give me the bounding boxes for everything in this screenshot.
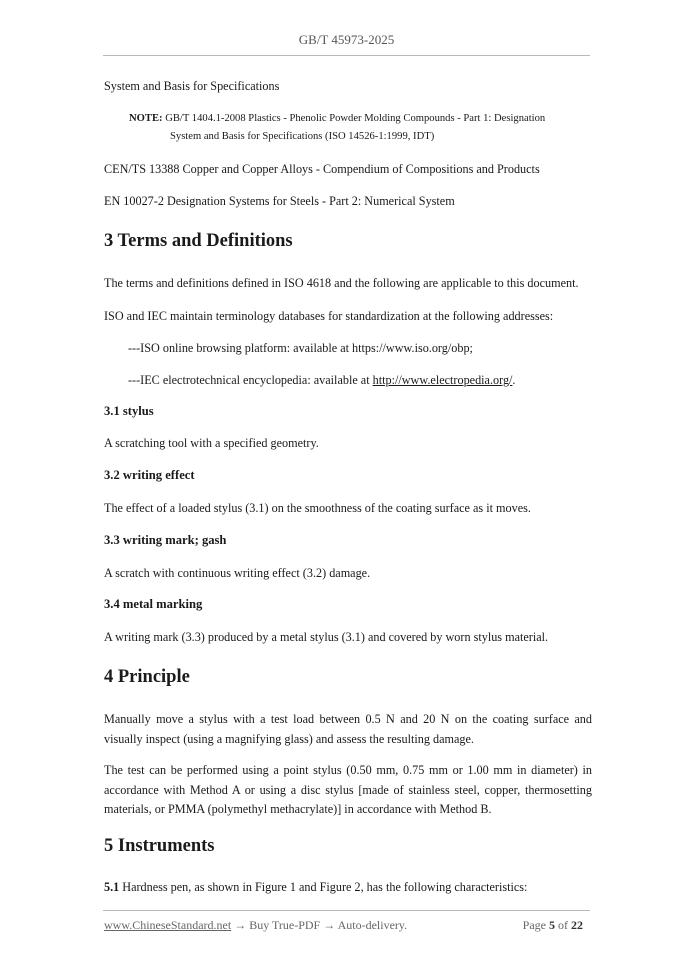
paragraph-3-3: A scratch with continuous writing effect (3.2) damage. xyxy=(104,566,371,580)
header-divider xyxy=(103,55,590,56)
arrow-icon: → xyxy=(320,918,338,932)
note-line2: System and Basis for Specifications (ISO 14526-1:1999, IDT) xyxy=(170,131,435,142)
buy-pdf-link[interactable]: Buy True-PDF xyxy=(249,918,321,932)
iec-prefix: ---IEC electrotechnical encyclopedia: available at xyxy=(128,373,373,387)
paragraph-3-2: The effect of a loaded stylus (3.1) on the smoothness of the coating surface as it moves. xyxy=(104,501,531,515)
heading-3-4: 3.4 metal marking xyxy=(104,597,203,611)
heading-principle: 4 Principle xyxy=(104,667,190,687)
clause-5-1-label: 5.1 xyxy=(104,880,120,894)
arrow-icon: → xyxy=(231,918,250,932)
clause-5-1-text: Hardness pen, as shown in Figure 1 and Figure 2, has the following characteristics: xyxy=(119,880,528,894)
page-number: 5 xyxy=(549,918,555,932)
heading-3-1: 3.1 stylus xyxy=(104,404,154,418)
note-label: NOTE: xyxy=(129,113,163,124)
heading-3-3: 3.3 writing mark; gash xyxy=(104,533,227,547)
note-block xyxy=(129,110,592,146)
paragraph-3-1: A scratching tool with a specified geometry. xyxy=(104,436,319,450)
heading-instruments: 5 Instruments xyxy=(104,836,215,856)
chinesestandard-link[interactable]: www.ChineseStandard.net xyxy=(104,918,232,932)
paragraph-terms-2: ISO and IEC maintain terminology databases for standardization at the following addresses: xyxy=(104,309,554,323)
of-word: of xyxy=(558,918,568,932)
paragraph-5-1 xyxy=(104,878,592,898)
page-total: 22 xyxy=(571,918,583,932)
note-line1: GB/T 1404.1-2008 Plastics - Phenolic Powder Molding Compounds - Part 1: Designation xyxy=(165,113,546,124)
paragraph-principle-2: The test can be performed using a point stylus (0.50 mm, 0.75 mm or 1.00 mm in diameter) in accordance with Method A or using a disc stylus [made of stainless steel, copper, thermosetting materials, or PMMA (polymethyl methacrylate)] in accordance with Method B. xyxy=(104,763,592,816)
page-word: Page xyxy=(522,918,546,932)
paragraph-iec-encyclopedia xyxy=(128,371,592,391)
paragraph-cen: CEN/TS 13388 Copper and Copper Alloys - Compendium of Compositions and Products xyxy=(104,162,540,176)
paragraph-terms-1: The terms and definitions defined in ISO 4618 and the following are applicable to this document. xyxy=(104,276,579,290)
iec-suffix: . xyxy=(512,373,516,387)
paragraph-principle-1: Manually move a stylus with a test load between 0.5 N and 20 N on the coating surface and visually inspect (using a magnifying glass) and assess the resulting damage. xyxy=(104,712,592,746)
header-doc-id: GB/T 45973-2025 xyxy=(298,32,395,47)
paragraph-iso-platform: ---ISO online browsing platform: available at https://www.iso.org/obp; xyxy=(128,341,473,355)
page-indicator xyxy=(523,918,583,933)
auto-delivery-text: Auto-delivery. xyxy=(337,918,408,932)
paragraph-3-4: A writing mark (3.3) produced by a metal stylus (3.1) and covered by worn stylus material. xyxy=(104,630,549,644)
paragraph-system-basis: System and Basis for Specifications xyxy=(104,79,280,93)
footer-links xyxy=(104,918,407,933)
heading-terms: 3 Terms and Definitions xyxy=(104,231,293,251)
paragraph-en: EN 10027-2 Designation Systems for Steels - Part 2: Numerical System xyxy=(104,194,455,208)
heading-3-2: 3.2 writing effect xyxy=(104,468,195,482)
footer-divider xyxy=(103,910,590,911)
electropedia-link[interactable]: http://www.electropedia.org/ xyxy=(372,373,513,387)
